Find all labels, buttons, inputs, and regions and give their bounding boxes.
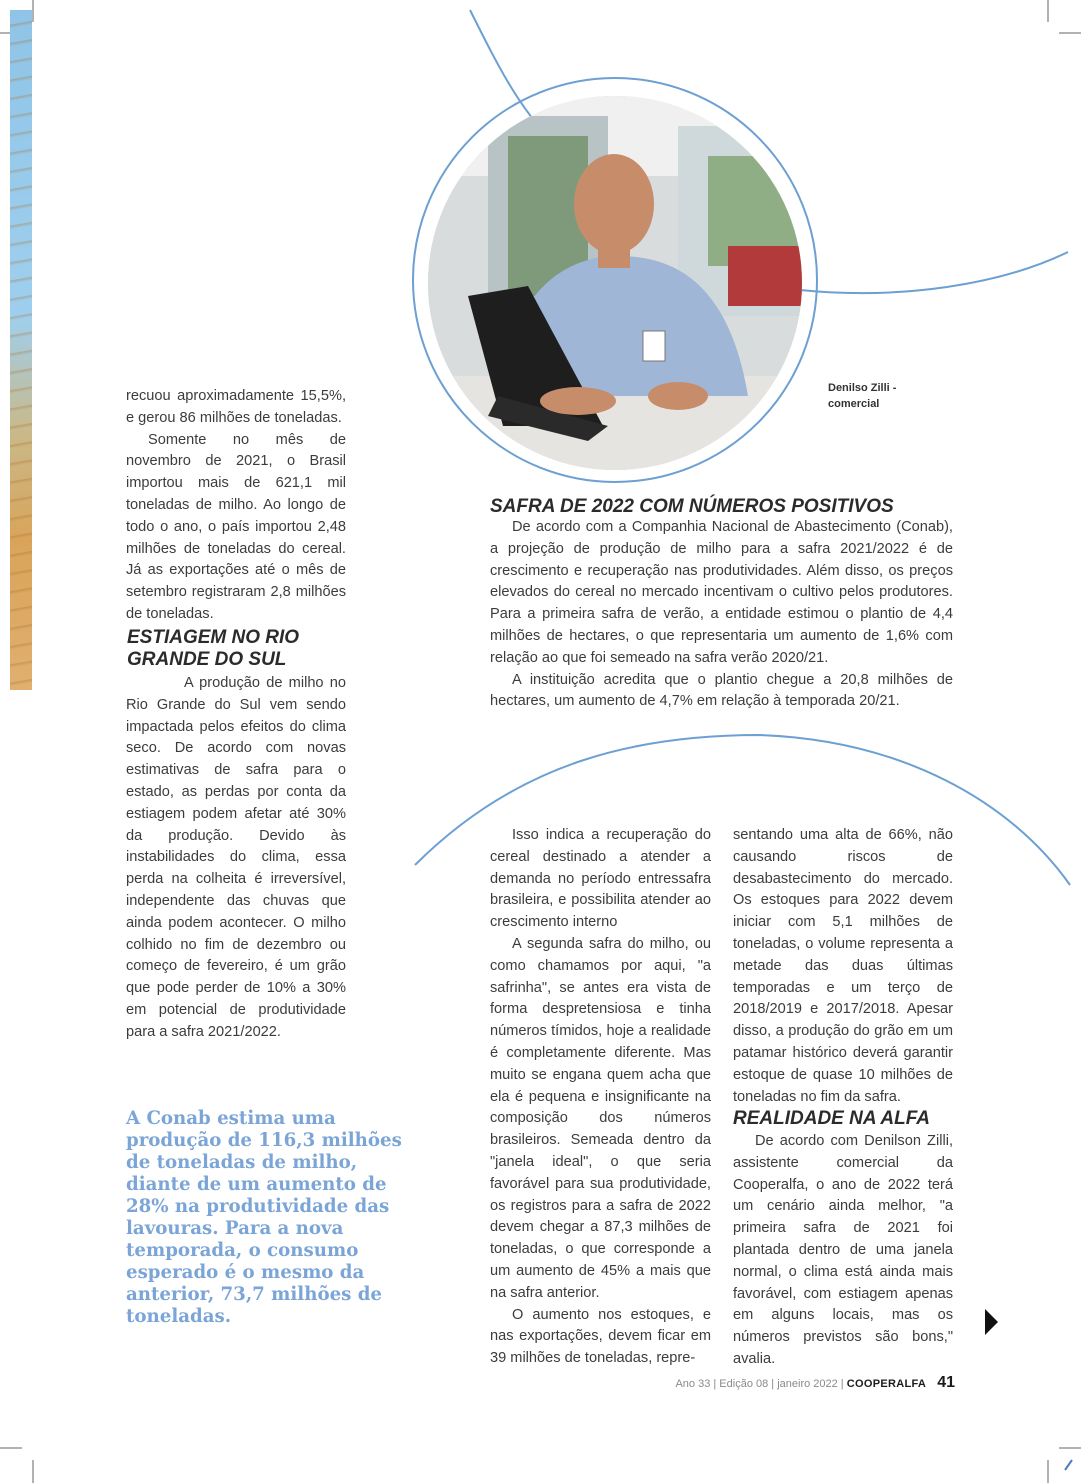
footer-issue: Ano 33 | Edição 08 | janeiro 2022 | — [675, 1378, 844, 1390]
heading-estiagem-line2: GRANDE DO SUL — [127, 649, 287, 670]
middle-paragraph-2: A segunda safra do milho, ou como chamamos por aqui, "a safrinha", se antes era vista de forma despretensiosa e tinha números tímidos, hoje a realidade é completamente diferente. Mas muito se engana quem acha que ela é pequena e insignificante na composição dos números brasileiros. Semeada dentro da "janela ideal", o que seria favorável para sua produtividade, os registros para a safra de 2022 devem chegar a 87,3 milhões de toneladas, o que corresponde a um aumento de 45% a mais que na safra anterior. — [490, 935, 711, 1301]
left-column-rs — [126, 673, 346, 1044]
side-photo-strip — [10, 10, 32, 690]
heading-safra: SAFRA DE 2022 COM NÚMEROS POSITIVOS — [490, 496, 894, 517]
rs-paragraph-1: A produção de milho no Rio Grande do Sul vem sendo impactada pelos efeitos do clima seco. De acordo com novas estimativas de safra para o estado, as perdas por conta da estiagem podem afetar até 30% da produção. Devido às instabilidades do clima, essa perda na colheita é irreversível, independente das chuvas que ainda podem acontecer. O milho colhido no fim de dezembro ou começo de fevereiro, é um grão que pode perder de 10% a 30% em potencial de produtividade para a safra 2021/2022. — [126, 675, 346, 1040]
middle-column — [490, 825, 711, 1370]
page-footer — [600, 1374, 955, 1392]
safra-body — [490, 517, 953, 713]
middle-paragraph-3: O aumento nos estoques, e nas exportações, devem ficar em 39 milhões de toneladas, repre- — [490, 1306, 711, 1367]
left-paragraph-2: Somente no mês de novembro de 2021, o Brasil importou mais de 621,1 mil toneladas de milho. Ao longo de todo o ano, o país importou 2,48 milhões de toneladas do cereal. Já as exportações até o mês de setembro registraram 2,8 milhões de toneladas. — [126, 431, 346, 622]
safra-paragraph-2: A instituição acredita que o plantio chegue a 20,8 milhões de hectares, um aumento de 4,7% em relação à temporada 20/21. — [490, 671, 953, 710]
left-paragraph-1: recuou aproximadamente 15,5%, e gerou 86 milhões de toneladas. — [126, 388, 346, 426]
next-page-arrow-icon — [985, 1309, 998, 1335]
footer-brand: COOPERALFA — [846, 1378, 927, 1390]
middle-paragraph-1: Isso indica a recuperação do cereal destinado a atender a demanda no período entressafra brasileira, e possibilita atender ao crescimento interno — [490, 827, 711, 931]
right-paragraph-1: sentando uma alta de 66%, não causando riscos de desabastecimento do mercado. Os estoques para 2022 devem iniciar com 5,1 milhões de toneladas, o volume representa a metade das duas últimas temporadas e um terço de 2018/2019 e 2017/2018. Apesar disso, a produção do grão em um patamar histórico deverá garantir estoque de quase 10 milhões de toneladas no fim da safra. — [733, 827, 953, 1105]
safra-paragraph-1: De acordo com a Companhia Nacional de Abastecimento (Conab), a projeção de produção de milho para a safra 2021/2022 é de crescimento e recuperação nas produtividades. Além disso, os preços elevados do cereal no mercado incentivam o cultivo pelos produtores. Para a primeira safra de verão, a entidade estimou o plantio de 4,4 milhões de hectares, o que representaria um aumento de 1,6% com relação ao que foi semeado na safra verão 2020/21. — [490, 519, 953, 666]
photo-caption — [828, 380, 938, 412]
portrait-illustration — [428, 96, 802, 470]
caption-name: Denilso Zilli - — [828, 382, 897, 394]
heading-estiagem — [127, 627, 357, 671]
pull-quote: A Conab estima uma produção de 116,3 milhões de toneladas de milho, diante de um aumento de 28% na produtividade das lavouras. Para a nova temporada, o consumo esperado é o mesmo da anterior, 73,7 milhões de toneladas. — [126, 1108, 402, 1327]
right-column — [733, 825, 953, 1108]
left-column-top — [126, 386, 346, 626]
right-swoosh-curve — [800, 252, 1068, 293]
alfa-paragraph-1: De acordo com Denilson Zilli, assistente comercial da Cooperalfa, o ano de 2022 terá um cenário ainda melhor, "a primeira safra de 2021 foi plantada dentro de uma janela normal, o clima está ainda mais favorável, com estiagem apenas em alguns locais, mas os números previstos são bons," avalia. — [733, 1133, 953, 1367]
heading-estiagem-line1: ESTIAGEM NO RIO — [127, 627, 300, 648]
heading-alfa: REALIDADE NA ALFA — [733, 1108, 931, 1129]
alfa-body — [733, 1131, 953, 1371]
portrait-photo — [428, 96, 802, 470]
caption-role: comercial — [828, 398, 880, 410]
page-number: 41 — [937, 1374, 955, 1391]
